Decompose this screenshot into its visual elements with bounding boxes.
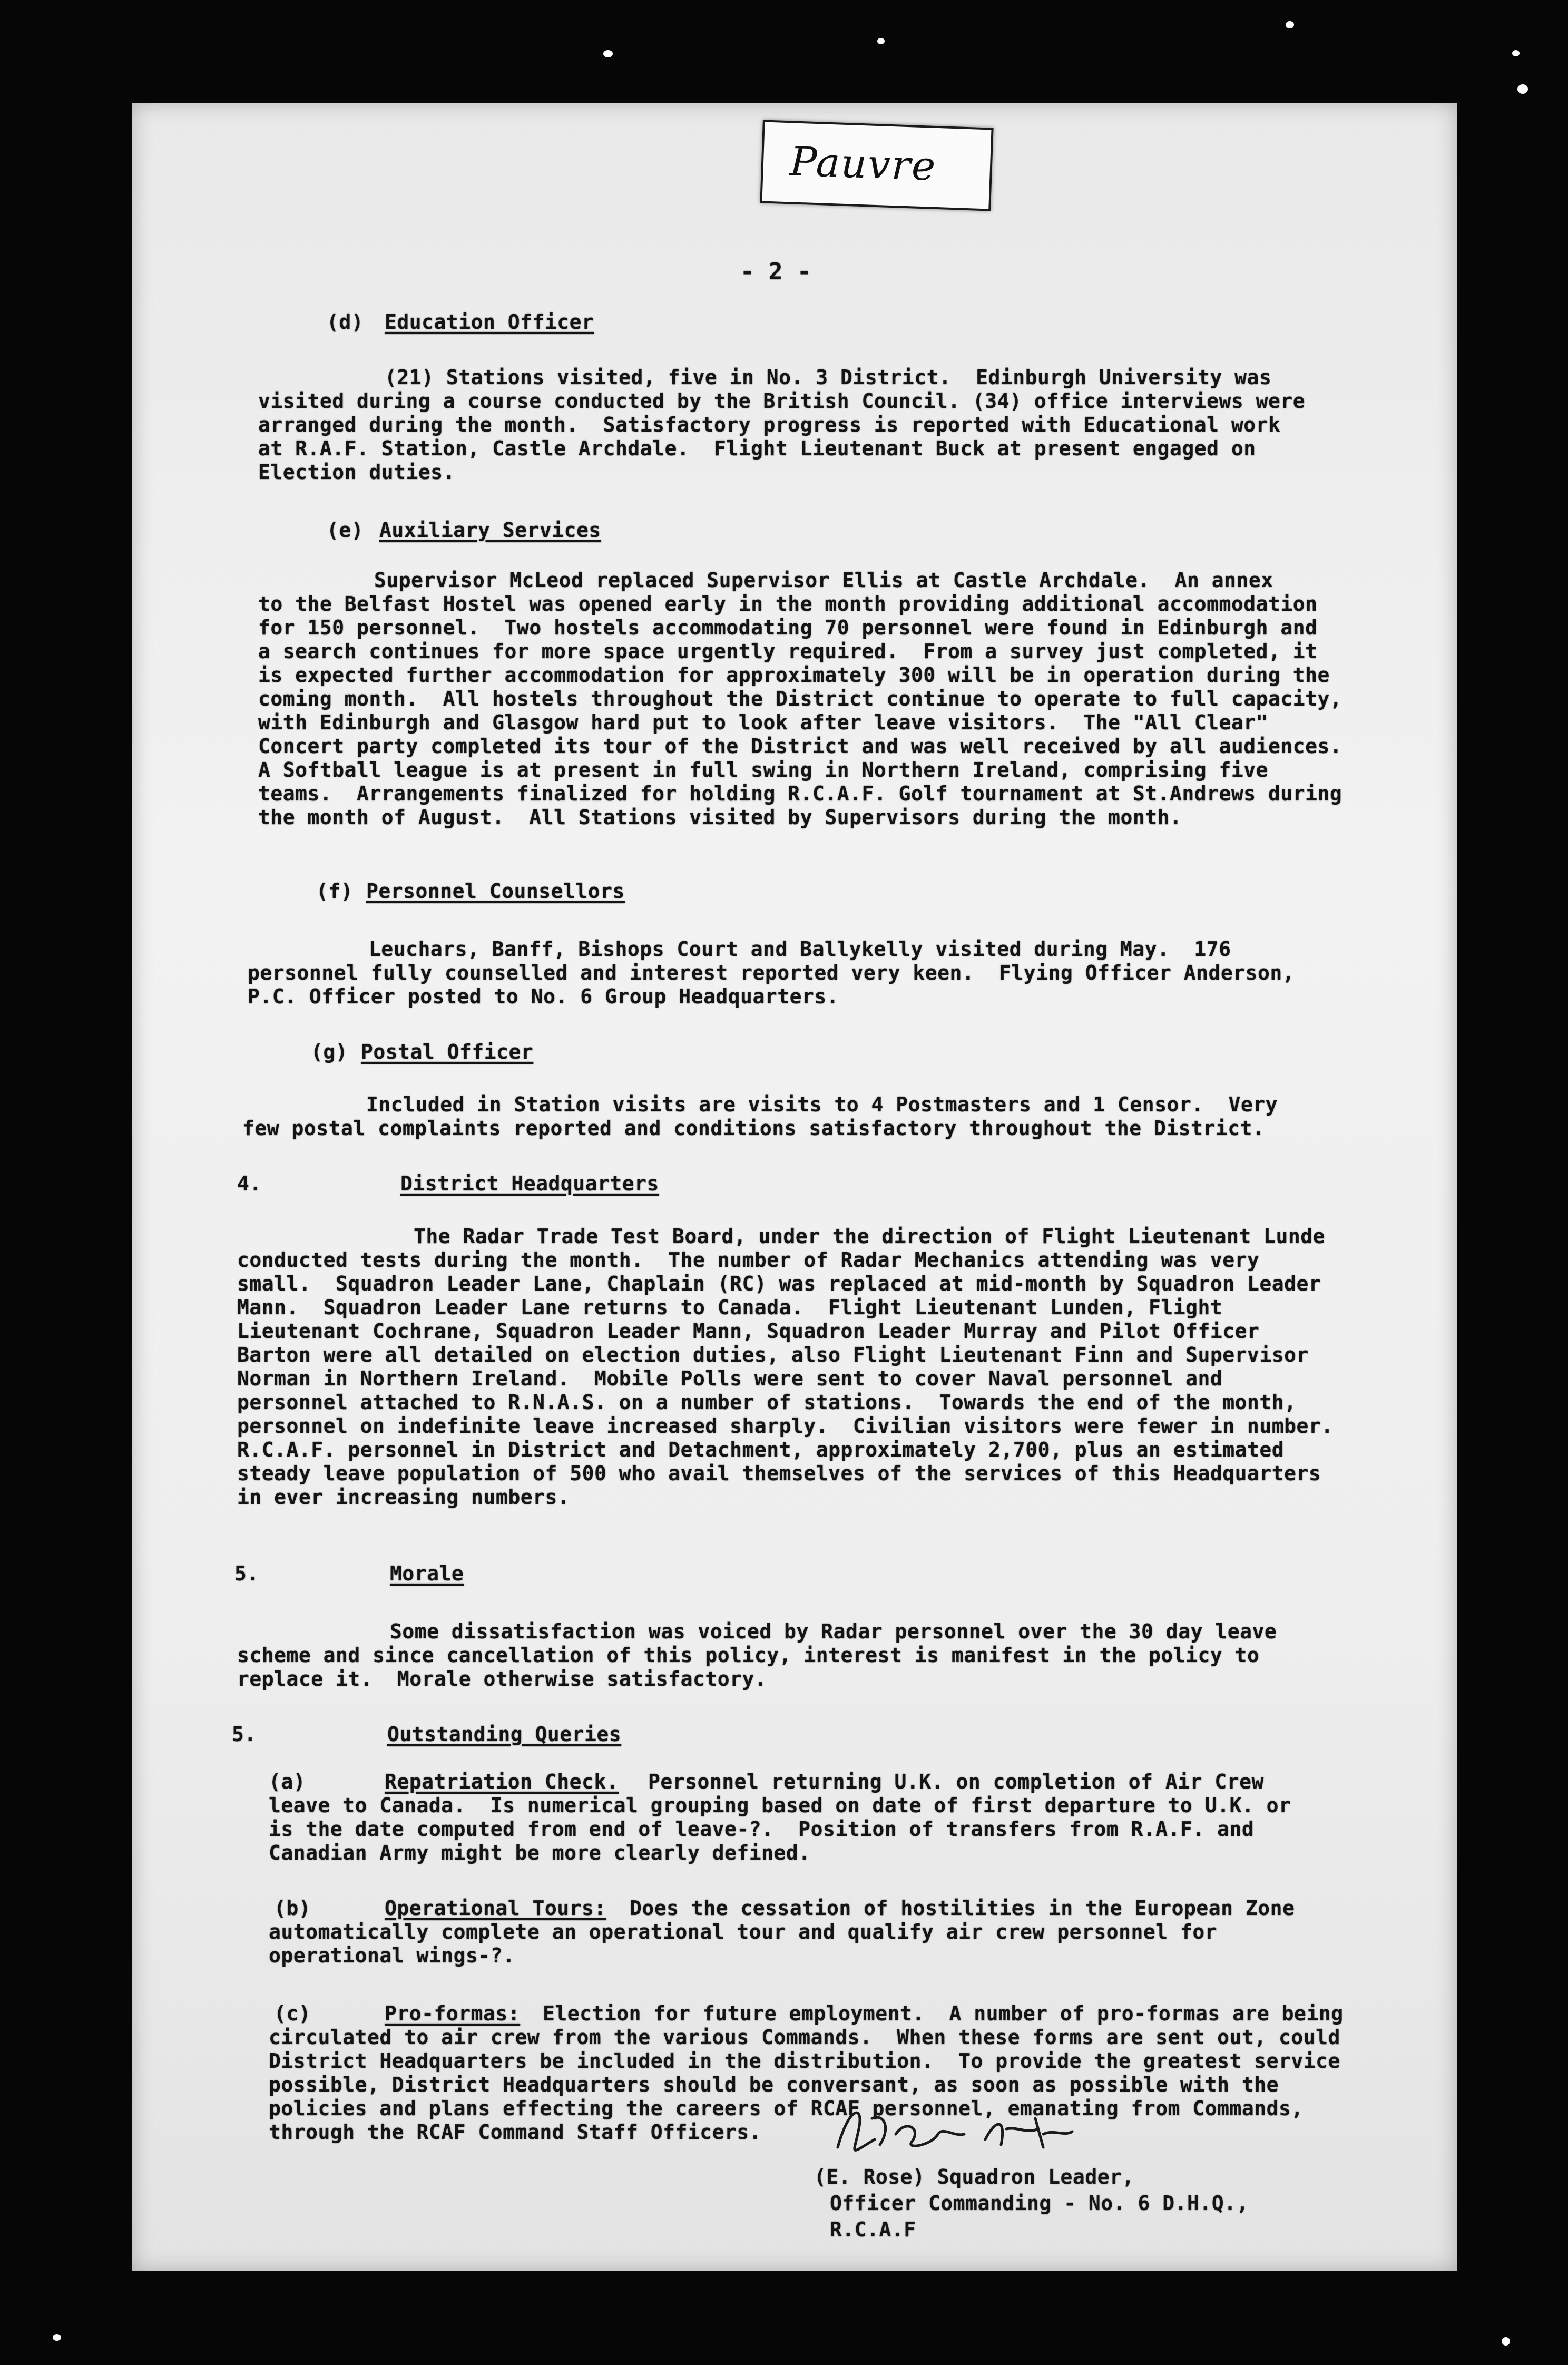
section-e-line: is expected further accommodation for approximately 300 will be in operation during the xyxy=(258,663,1330,687)
section-4-line: personnel attached to R.N.A.S. on a number of stations. Towards the end of the month, xyxy=(237,1391,1297,1414)
query-c-line: District Headquarters be included in the distribution. To provide the greatest service xyxy=(269,2049,1340,2073)
section-4-line: conducted tests during the month. The number of Radar Mechanics attending was very xyxy=(237,1248,1260,1272)
section-f-letter: (f) xyxy=(316,879,354,903)
query-c-line: Election for future employment. A number of pro-formas are being xyxy=(543,2002,1344,2025)
section-5-heading: Morale xyxy=(390,1562,464,1585)
section-4-line: Barton were all detailed on election duties, also Flight Lieutenant Finn and Supervisor xyxy=(237,1343,1309,1366)
query-a-line: leave to Canada. Is numerical grouping based on date of first departure to U.K. or xyxy=(269,1794,1291,1817)
section-5-number: 5. xyxy=(234,1562,259,1585)
signature-title: Officer Commanding - No. 6 D.H.Q., xyxy=(830,2192,1249,2215)
section-4-line: Mann. Squadron Leader Lane returns to Canada. Flight Lieutenant Lunden, Flight xyxy=(237,1296,1223,1319)
scan-speck xyxy=(877,38,885,44)
section-6-heading: Outstanding Queries xyxy=(387,1723,622,1746)
section-d-heading: Education Officer xyxy=(385,310,594,334)
query-b-line: Does the cessation of hostilities in the European Zone xyxy=(630,1897,1295,1920)
signature-unit: R.C.A.F xyxy=(830,2218,916,2241)
section-d-line: arranged during the month. Satisfactory progress is reported with Educational work xyxy=(258,413,1281,436)
query-b-line: operational wings-?. xyxy=(269,1944,515,1967)
scan-speck xyxy=(1286,21,1294,28)
scan-speck xyxy=(1517,84,1528,94)
scan-speck xyxy=(603,50,613,57)
section-4-line: Norman in Northern Ireland. Mobile Polls were sent to cover Naval personnel and xyxy=(237,1367,1223,1390)
section-g-line: Included in Station visits are visits to 4 Postmasters and 1 Censor. Very xyxy=(366,1093,1278,1116)
section-4-line: steady leave population of 500 who avail themselves of the services of this Headquarters xyxy=(237,1462,1321,1485)
section-d-line: Election duties. xyxy=(258,461,456,484)
query-a-label: Repatriation Check. xyxy=(385,1770,619,1793)
section-5-line: replace it. Morale otherwise satisfactory. xyxy=(237,1667,767,1690)
section-e-line: with Edinburgh and Glasgow hard put to look after leave visitors. The "All Clear" xyxy=(258,711,1268,734)
section-4-line: small. Squadron Leader Lane, Chaplain (RC) was replaced at mid-month by Squadron Leader xyxy=(237,1272,1321,1295)
section-e-letter: (e) xyxy=(327,519,364,542)
section-e-line: a search continues for more space urgently required. From a survey just completed, it xyxy=(258,640,1318,663)
section-6-number: 5. xyxy=(232,1723,257,1746)
section-f-line: P.C. Officer posted to No. 6 Group Headquarters. xyxy=(248,985,839,1008)
section-4-line: in ever increasing numbers. xyxy=(237,1486,570,1509)
section-e-line: to the Belfast Hostel was opened early in the month providing additional accommodation xyxy=(258,592,1318,615)
section-d-letter: (d) xyxy=(327,310,364,334)
section-4-line: The Radar Trade Test Board, under the direction of Flight Lieutenant Lunde xyxy=(414,1225,1325,1248)
query-c-line: circulated to air crew from the various Commands. When these forms are sent out, could xyxy=(269,2026,1340,2049)
section-f-heading: Personnel Counsellors xyxy=(366,879,625,903)
section-d-line: (21) Stations visited, five in No. 3 District. Edinburgh University was xyxy=(385,366,1272,389)
section-4-line: Lieutenant Cochrane, Squadron Leader Mann, Squadron Leader Murray and Pilot Officer xyxy=(237,1320,1260,1343)
section-4-line: personnel on indefinite leave increased sharply. Civilian visitors were fewer in number. xyxy=(237,1414,1334,1438)
section-4-number: 4. xyxy=(237,1172,262,1195)
query-c-label: Pro-formas: xyxy=(385,2002,521,2025)
query-c-line: policies and plans effecting the careers of RCAF personnel, emanating from Commands, xyxy=(269,2097,1304,2120)
section-e-line: A Softball league is at present in full swing in Northern Ireland, comprising five xyxy=(258,758,1268,781)
signature-name: (E. Rose) Squadron Leader, xyxy=(814,2165,1134,2188)
tag-text: Pauvre xyxy=(789,138,937,190)
section-g-line: few postal complaints reported and conditions satisfactory throughout the District. xyxy=(242,1117,1265,1140)
section-e-line: for 150 personnel. Two hostels accommodating 70 personnel were found in Edinburgh and xyxy=(258,616,1318,639)
query-c-letter: (c) xyxy=(274,2002,311,2025)
section-g-heading: Postal Officer xyxy=(361,1040,534,1063)
page-number: - 2 - xyxy=(740,258,811,285)
section-f-line: personnel fully counselled and interest reported very keen. Flying Officer Anderson, xyxy=(248,961,1295,984)
section-4-heading: District Headquarters xyxy=(400,1172,659,1195)
scan-speck xyxy=(1502,2337,1510,2346)
section-e-line: Supervisor McLeod replaced Supervisor Ellis at Castle Archdale. An annex xyxy=(374,569,1273,592)
section-d-line: at R.A.F. Station, Castle Archdale. Flight Lieutenant Buck at present engaged on xyxy=(258,437,1256,460)
section-4-line: R.C.A.F. personnel in District and Detachment, approximately 2,700, plus an estimated xyxy=(237,1438,1285,1461)
section-5-line: scheme and since cancellation of this policy, interest is manifest in the policy to xyxy=(237,1644,1260,1667)
section-5-line: Some dissatisfaction was voiced by Radar personnel over the 30 day leave xyxy=(390,1620,1277,1643)
scan-speck xyxy=(1512,50,1520,56)
section-d-line: visited during a course conducted by the British Council. (34) office interviews were xyxy=(258,389,1306,413)
query-b-letter: (b) xyxy=(274,1897,311,1920)
section-f-line: Leuchars, Banff, Bishops Court and Ballykelly visited during May. 176 xyxy=(369,937,1231,961)
query-c-line: through the RCAF Command Staff Officers. xyxy=(269,2120,762,2144)
section-e-heading: Auxiliary Services xyxy=(379,519,601,542)
query-a-line: Personnel returning U.K. on completion of Air Crew xyxy=(648,1770,1264,1793)
section-e-line: the month of August. All Stations visited by Supervisors during the month. xyxy=(258,806,1182,829)
query-a-line: Canadian Army might be more clearly defined. xyxy=(269,1841,811,1864)
query-a-line: is the date computed from end of leave-?. Position of transfers from R.A.F. and xyxy=(269,1817,1255,1841)
section-e-line: Concert party completed its tour of the District and was well received by all audiences. xyxy=(258,735,1342,758)
scan-speck xyxy=(53,2334,61,2341)
handwritten-signature xyxy=(827,2097,1075,2161)
query-c-line: possible, District Headquarters should be conversant, as soon as possible with the xyxy=(269,2073,1279,2096)
handwritten-tag xyxy=(760,120,993,211)
query-b-line: automatically complete an operational tour and qualify air crew personnel for xyxy=(269,1920,1218,1943)
query-b-label: Operational Tours: xyxy=(385,1897,606,1920)
section-g-letter: (g) xyxy=(311,1040,348,1063)
section-e-line: teams. Arrangements finalized for holding R.C.A.F. Golf tournament at St.Andrews during xyxy=(258,782,1342,805)
query-a-letter: (a) xyxy=(269,1770,306,1793)
section-e-line: coming month. All hostels throughout the District continue to operate to full capacity, xyxy=(258,687,1342,710)
